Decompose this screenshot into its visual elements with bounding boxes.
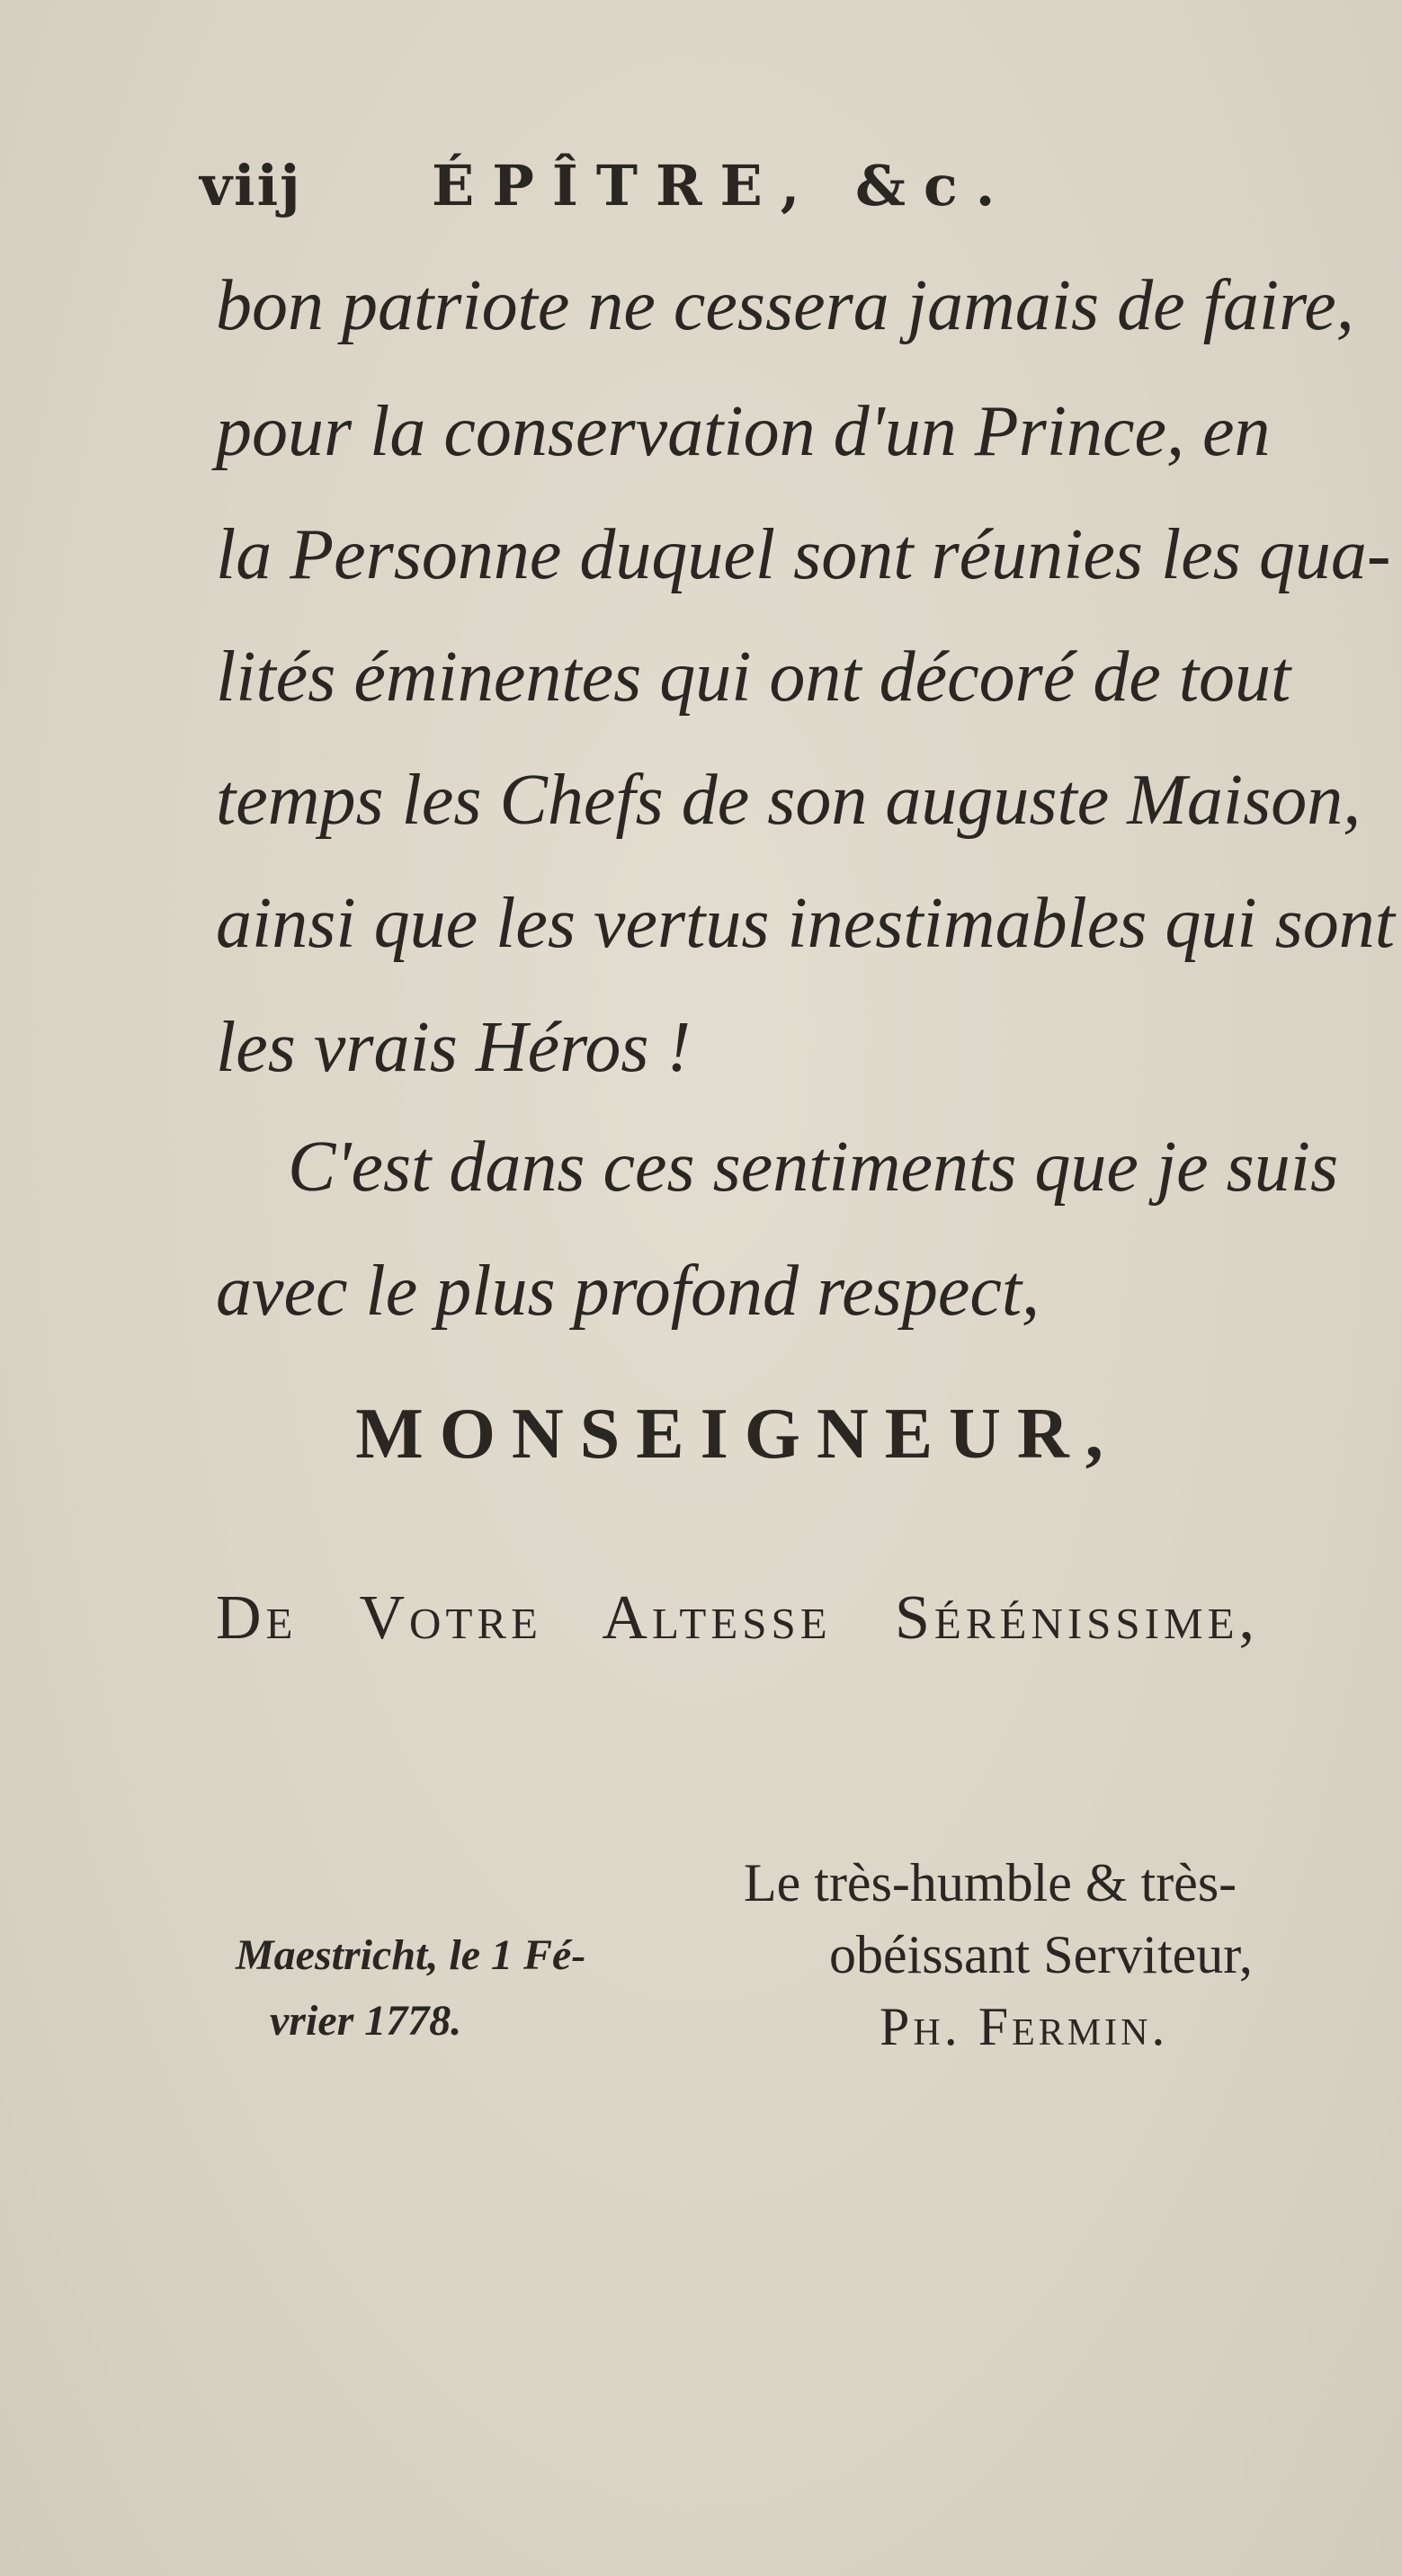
closing-line-1: C'est dans ces sentiments que je suis — [288, 1128, 1339, 1207]
body-line-6: ainsi que les vertus inestimables qui sont — [216, 884, 1396, 963]
signature-line-2: obéissant Serviteur, — [829, 1925, 1253, 1984]
signature-line-1: Le très-humble & très- — [744, 1853, 1237, 1912]
running-title: ÉPÎTRE, &c. — [432, 153, 1014, 218]
body-line-7: les vrais Héros ! — [216, 1008, 692, 1087]
salutation: MONSEIGNEUR, — [355, 1395, 1120, 1474]
body-line-2: pour la conservation d'un Prince, en — [216, 392, 1271, 471]
dateline-line-1: Maestricht, le 1 Fé- — [236, 1931, 586, 1979]
page-number: viij — [200, 153, 302, 218]
body-line-3: la Personne duquel sont réunies les qua- — [216, 515, 1391, 594]
body-line-4: lités éminentes qui ont décoré de tout — [216, 637, 1291, 717]
body-line-1: bon patriote ne cessera jamais de faire, — [216, 266, 1354, 345]
signer-name: Ph. Fermin. — [880, 1997, 1169, 2056]
page-header — [200, 153, 1279, 234]
dateline-line-2: vrier 1778. — [270, 1997, 462, 2045]
address-line: De Votre Altesse Sérénissime, — [216, 1583, 1259, 1653]
body-line-5: temps les Chefs de son auguste Maison, — [216, 761, 1362, 840]
closing-line-2: avec le plus profond respect, — [216, 1252, 1040, 1331]
